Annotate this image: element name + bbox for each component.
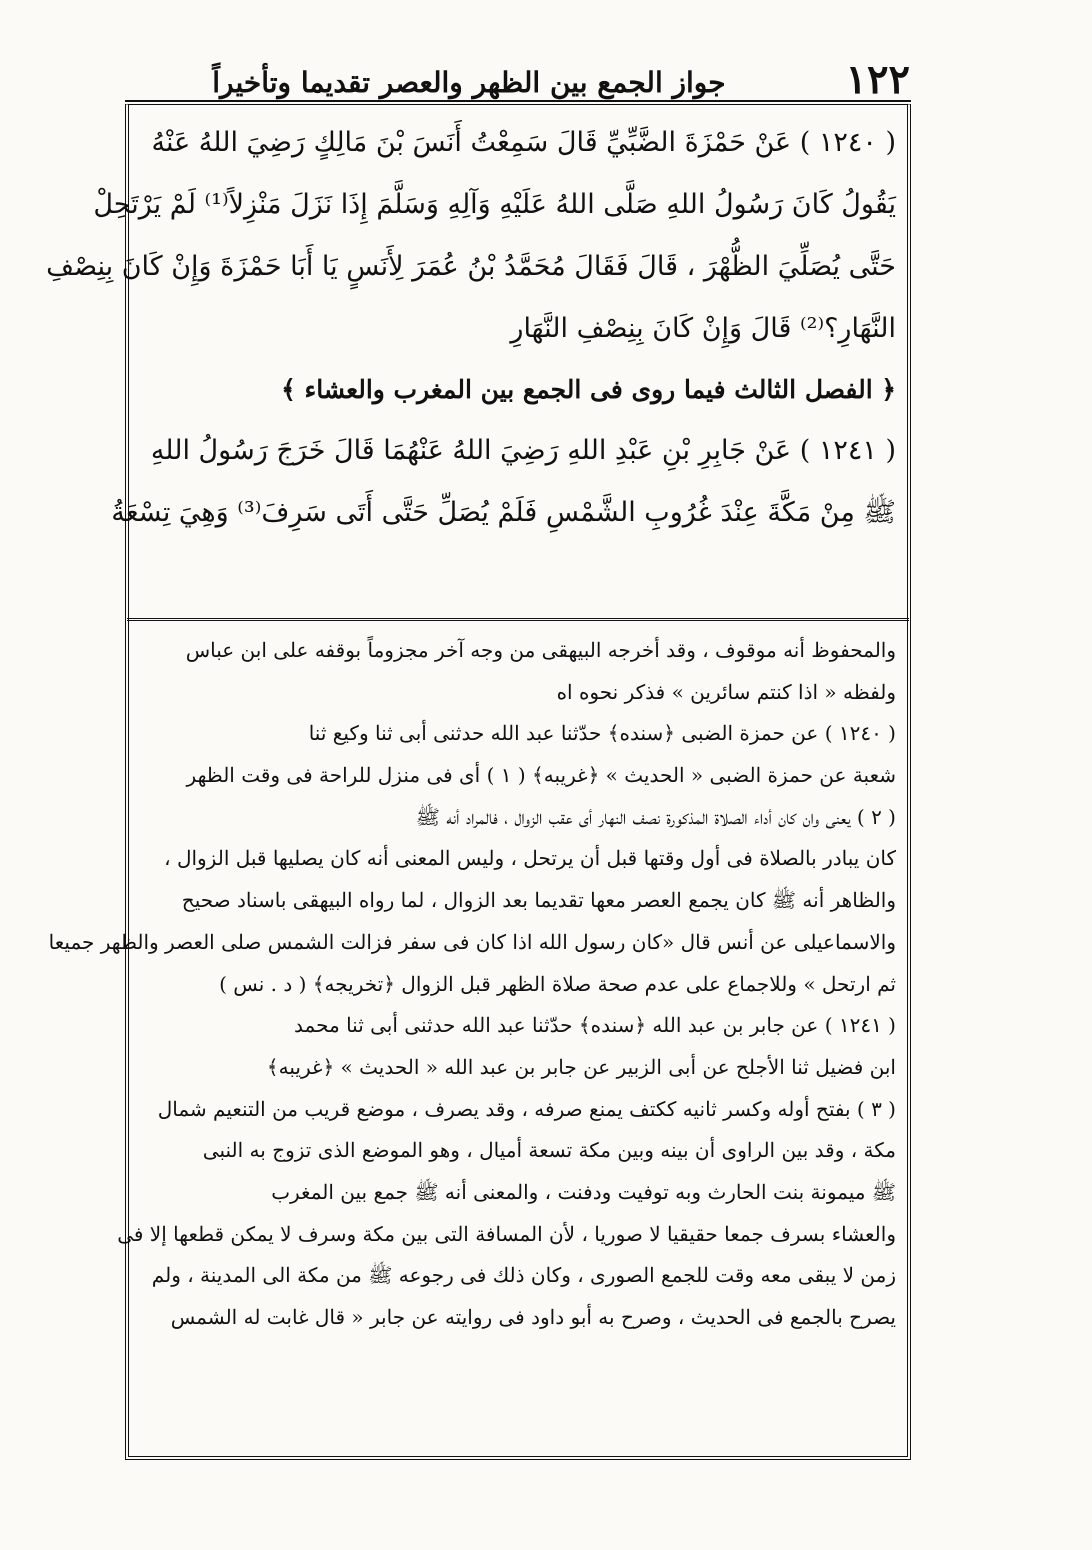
commentary-line: والظاهر أنه ﷺ كان يجمع العصر معها تقديما بعد الزوال ، لما رواه البيهقى باسناد صحيح	[181, 888, 896, 913]
commentary-footnotes	[48, 630, 896, 1440]
commentary-line: ( ٣ ) بفتح أوله وكسر ثانيه ككتف يمنع صرفه ، وقد يصرف ، موضع قريب من التنعيم شمال	[157, 1096, 896, 1121]
commentary-line: والاسماعيلى عن أنس قال «كان رسول الله اذا كان فى سفر فزالت الشمس صلى العصر والظهر جميعا	[48, 929, 896, 954]
commentary-line: كان يبادر بالصلاة فى أول وقتها قبل أن يرتحل ، وليس المعنى أنه كان يصليها قبل الزوال ،	[164, 846, 896, 871]
chapter-heading: ﴿ الفصل الثالث فيما روى فى الجمع بين المغرب والعشاء ﴾	[281, 375, 896, 404]
commentary-line: مكة ، وقد بين الراوى أن بينه وبين مكة تسعة أميال ، وهو الموضع الذى تزوج به النبى	[202, 1138, 896, 1163]
header-rule	[125, 100, 911, 102]
footnote-separator	[127, 618, 909, 621]
hadith-line: النَّهَارِ؟⁽²⁾ قَالَ وَإِنْ كَانَ بِنِصْفِ النَّهَارِ	[510, 313, 896, 344]
page-number: ١٢٢	[845, 56, 910, 103]
commentary-line: ( ٢ ) يعنى وان كان أداء الصلاة المذكورة نصف النهار أى عقب الزوال ، فالمراد أنه ﷺ	[415, 804, 896, 829]
commentary-line: ابن فضيل ثنا الأجلح عن أبى الزبير عن جابر بن عبد الله « الحديث » ﴿غريبه﴾	[266, 1054, 896, 1079]
commentary-line: ولفظه « اذا كنتم سائرين » فذكر نحوه اه	[556, 679, 896, 704]
commentary-line: والعشاء بسرف جمعا حقيقيا لا صوريا ، لأن المسافة التى بين مكة وسرف لا يمكن قطعها إلا فى	[117, 1221, 896, 1246]
hadith-line: ( ١٢٤١ ) عَنْ جَابِرِ بْنِ عَبْدِ اللهِ رَضِيَ اللهُ عَنْهُمَا قَالَ خَرَجَ رَسُولُ اللهِ	[150, 435, 896, 466]
hadith-text	[46, 112, 896, 602]
commentary-line: شعبة عن حمزة الضبى « الحديث » ﴿غريبه﴾ ( ١ ) أى فى منزل للراحة فى وقت الظهر	[186, 763, 896, 788]
commentary-line: ( ١٢٤١ ) عن جابر بن عبد الله ﴿سنده﴾ حدّثنا عبد الله حدثنى أبى ثنا محمد	[294, 1013, 896, 1038]
commentary-line: ( ١٢٤٠ ) عن حمزة الضبى ﴿سنده﴾ حدّثنا عبد الله حدثنى أبى ثنا وكيع ثنا	[308, 721, 896, 746]
hadith-line: يَقُولُ كَانَ رَسُولُ اللهِ صَلَّى اللهُ عَلَيْهِ وَآلِهِ وَسَلَّمَ إِذَا نَزَلَ مَنْزِلاً⁽¹⁾ لَمْ يَرْتَحِلْ	[93, 189, 896, 220]
hadith-line: ( ١٢٤٠ ) عَنْ حَمْزَةَ الضَّبِّيِّ قَالَ سَمِعْتُ أَنَسَ بْنَ مَالِكٍ رَضِيَ اللهُ عَنْهُ	[151, 127, 896, 158]
commentary-line: يصرح بالجمع فى الحديث ، وصرح به أبو داود فى روايته عن جابر « قال غابت له الشمس	[170, 1305, 896, 1329]
commentary-line: زمن لا يبقى معه وقت للجمع الصورى ، وكان ذلك فى رجوعه ﷺ من مكة الى المدينة ، ولم	[151, 1263, 896, 1288]
commentary-line: ﷺ ميمونة بنت الحارث وبه توفيت ودفنت ، والمعنى أنه ﷺ جمع بين المغرب	[271, 1179, 896, 1204]
running-title: جواز الجمع بين الظهر والعصر تقديما وتأخيراً	[212, 66, 726, 100]
hadith-line: ﷺ مِنْ مَكَّةَ عِنْدَ غُرُوبِ الشَّمْسِ فَلَمْ يُصَلِّ حَتَّى أَتَى سَرِفَ⁽³⁾ وَهِيَ تِسْعَةُ	[111, 497, 896, 528]
hadith-line: حَتَّى يُصَلِّيَ الظُّهْرَ ، قَالَ فَقَالَ مُحَمَّدُ بْنُ عُمَرَ لِأَنَسٍ يَا أَبَا حَمْزَةَ وَإِنْ كَانَ بِنِصْفِ	[46, 251, 896, 282]
commentary-line: ثم ارتحل » وللاجماع على عدم صحة صلاة الظهر قبل الزوال ﴿تخريجه﴾ ( د . نس )	[219, 971, 896, 996]
page-header	[130, 44, 910, 103]
commentary-line: والمحفوظ أنه موقوف ، وقد أخرجه البيهقى من وجه آخر مجزوماً بوقفه على ابن عباس	[185, 638, 896, 662]
